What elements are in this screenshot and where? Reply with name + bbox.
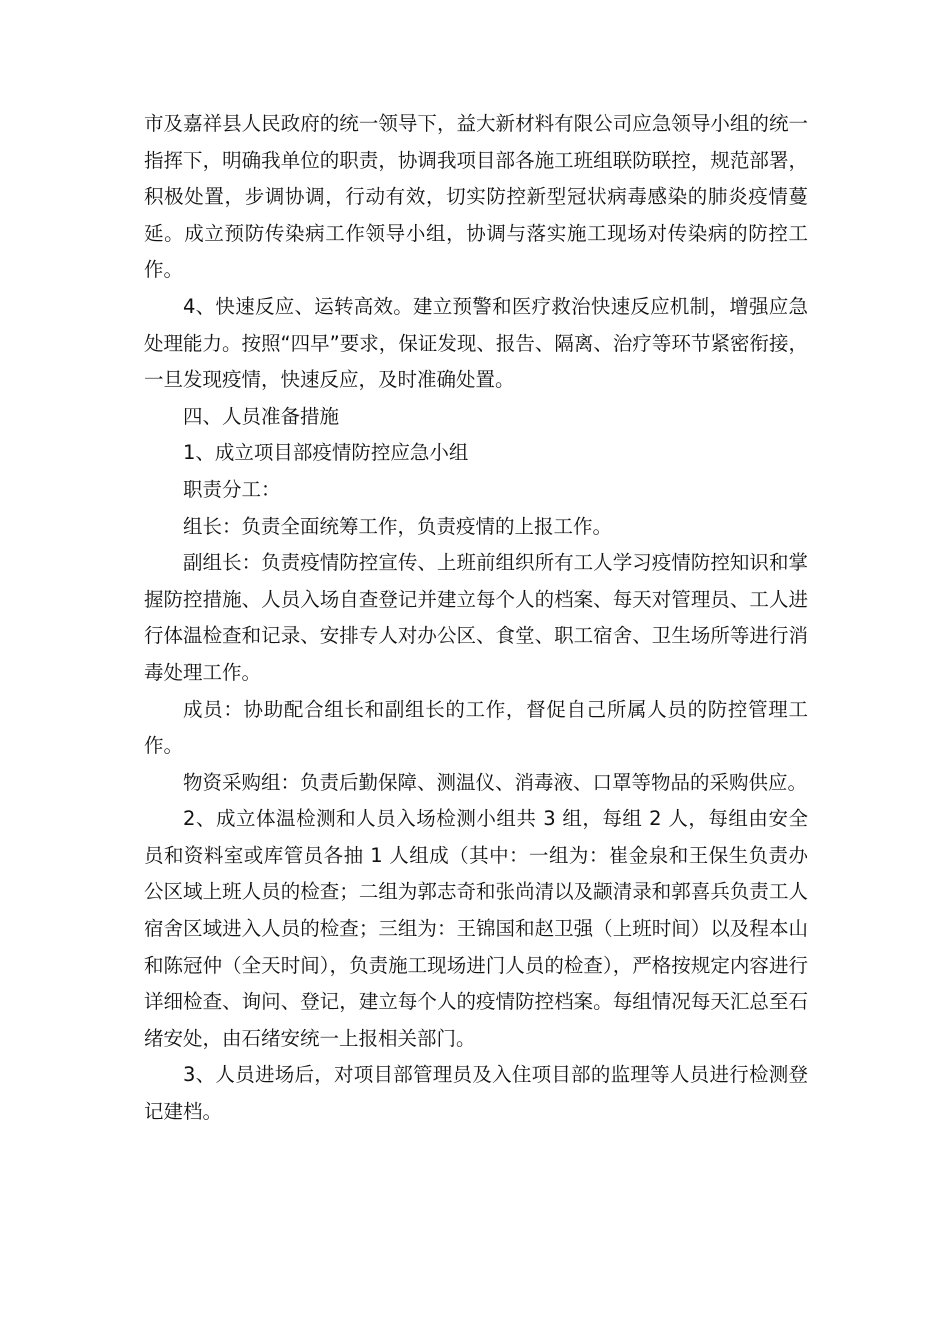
paragraph-members: 成员：协助配合组长和副组长的工作，督促自己所属人员的防控管理工作。 [144, 697, 808, 758]
label-duties: 职责分工： [183, 477, 281, 501]
paragraph-procurement: 物资采购组：负责后勤保障、测温仪、消毒液、口罩等物品的采购供应。 [183, 770, 808, 794]
subheading-emergency-group: 1、成立项目部疫情防控应急小组 [183, 441, 469, 465]
section-heading-personnel: 四、人员准备措施 [183, 404, 340, 428]
paragraph-deputy-leader: 副组长：负责疫情防控宣传、上班前组织所有工人学习疫情防控知识和掌握防控措施、人员入场自查登记并建立每个人的档案、每天对管理员、工人进行体温检查和记录、安排专人对办公区、食堂、职工宿舍、卫生场所等进行消毒处理工作。 [144, 551, 808, 684]
document-body [144, 106, 808, 1131]
paragraph-group-leader: 组长：负责全面统筹工作，负责疫情的上报工作。 [183, 514, 613, 538]
paragraph-registration: 3、人员进场后，对项目部管理员及入住项目部的监理等人员进行检测登记建档。 [144, 1063, 808, 1124]
paragraph-rapid-response: 4、快速反应、运转高效。建立预警和医疗救治快速反应机制，增强应急处理能力。按照“四早”要求，保证发现、报告、隔离、治疗等环节紧密衔接，一旦发现疫情，快速反应，及时准确处置。 [144, 294, 808, 392]
paragraph-continuation: 市及嘉祥县人民政府的统一领导下，益大新材料有限公司应急领导小组的统一指挥下，明确我单位的职责，协调我项目部各施工班组联防联控，规范部署，积极处置，步调协调，行动有效，切实防控新型冠状病毒感染的肺炎疫情蔓延。成立预防传染病工作领导小组，协调与落实施工现场对传染病的防控工作。 [144, 112, 808, 282]
paragraph-temperature-check: 2、成立体温检测和人员入场检测小组共 3 组，每组 2 人，每组由安全员和资料室或库管员各抽 1 人组成（其中：一组为：崔金泉和王保生负责办公区域上班人员的检查；二组为郭志奇和张尚清以及颛清录和郭喜兵负责工人宿舍区域进入人员的检查；三组为：王锦国和赵卫强（上班时间）以及程本山和陈冠仲（全天时间），负责施工现场进门人员的检查），严格按规定内容进行详细检查、询问、登记，建立每个人的疫情防控档案。每组情况每天汇总至石绪安处，由石绪安统一上报相关部门。 [144, 807, 808, 1050]
